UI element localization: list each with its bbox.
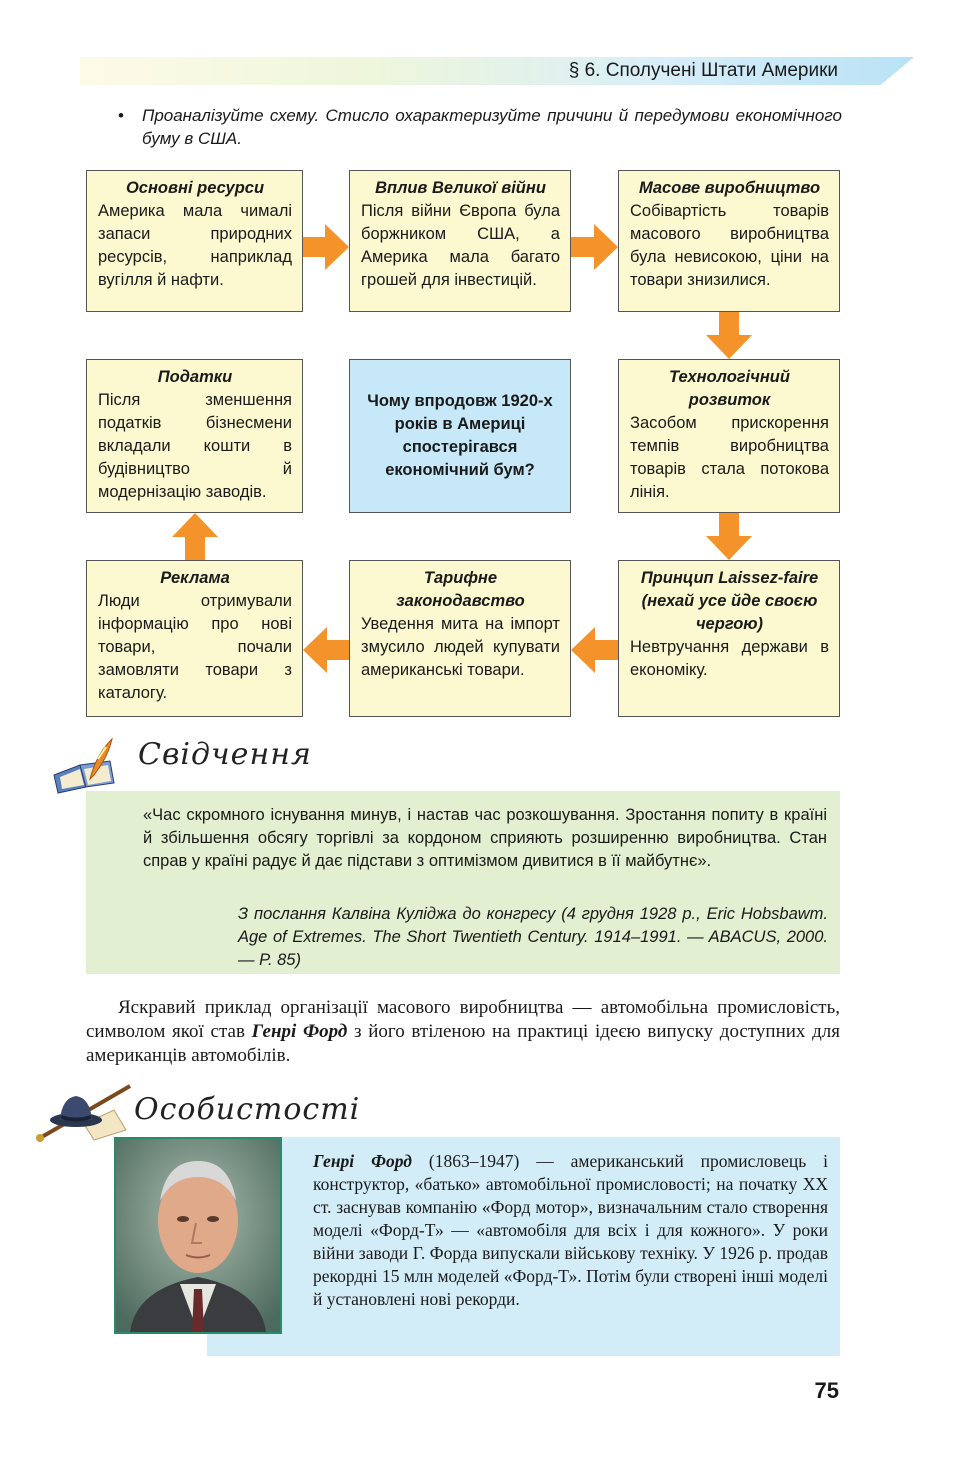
task-text: Проаналізуйте схему. Стисло охарактеризуйте причини й передумови економічного буму в США. [142, 106, 842, 148]
osobystosti-heading: Особистості [134, 1092, 361, 1127]
quote-text: «Час скромного існування минув, і настав час розкошування. Зростання попиту в країні й збільшення обсягу торгівлі за кордоном сприяють розширенню виробництва. Стан справ у країні радує й дає підстави з оптимізмом дивитися в її майбутнє». [143, 806, 827, 870]
bio-name: Генрі Форд [313, 1151, 412, 1171]
arrow-down-icon [704, 513, 754, 560]
arrow-left-icon [571, 625, 618, 675]
arrow-up-icon [170, 513, 220, 560]
box-title: Принцип Laissez-faire (нехай усе йде своєю чергою) [640, 569, 819, 633]
box-title: Реклама [160, 569, 230, 587]
bio-body: (1863–1947) — американський промисловець і конструктор, «батько» автомобільної промисловості; на початку XX ст. заснував компанію «Форд мотор», визначальним стало створення моделі «Форд-Т» — «автомобіля для всіх і для кожного». У роки війни заводи Г. Форда випускали військову техніку. У 1926 р. продав рекордні 15 млн моделей «Форд-Т». Потім були створені інші моделі й установлені нові рекорди. [313, 1151, 828, 1309]
box-body: Люди отримували інформацію про нові товари, почали замовляти товари з каталогу. [98, 592, 292, 702]
portrait-image-icon [116, 1139, 280, 1332]
bio-text [313, 1150, 828, 1311]
box-body: Після війни Європа була боржником США, а Америка мала багато грошей для інвестицій. [361, 202, 560, 289]
box-body: Засобом прискорення темпів виробництва товарів стала потокова лінія. [630, 414, 829, 501]
main-paragraph [86, 996, 840, 1068]
box-taxes [86, 359, 303, 513]
section-header: § 6. Сполучені Штати Америки [568, 60, 838, 81]
box-advertising [86, 560, 303, 717]
book-quill-icon [50, 735, 120, 795]
arrow-right-icon [303, 222, 349, 272]
box-mass-production [618, 170, 840, 312]
box-body: Уведення мита на імпорт змусило людей купувати американські товари. [361, 615, 560, 679]
paragraph-text: Яскравий приклад організації масового виробництва — автомобільна промисловість, символом якої став [86, 997, 840, 1042]
arrow-down-icon [704, 312, 754, 359]
box-body: Невтручання держави в економіку. [630, 638, 829, 679]
paragraph-text: з його втіленою на практиці ідеєю випуску доступних для американців автомобілів. [86, 1021, 841, 1066]
hat-cane-icon [34, 1080, 134, 1142]
box-title: Технологічний розвиток [669, 368, 790, 409]
arrow-left-icon [303, 625, 349, 675]
ford-name: Генрі Форд [251, 1021, 348, 1042]
box-title: Податки [157, 368, 233, 386]
svidchennya-heading: Свідчення [138, 737, 312, 772]
box-resources [86, 170, 303, 312]
box-title: Основні ресурси [125, 179, 265, 197]
quote-source: З послання Калвіна Куліджа до конгресу (4 грудня 1928 р., Eric Hobsbawm. Age of Extremes. The Short Twentieth Century. 1914–1991. — ABACUS, 2000. — P. 85) [238, 905, 828, 969]
central-question-text: Чому впродовж 1920-х років в Америці спостерігався економічний бум? [367, 392, 553, 479]
ford-portrait [114, 1137, 282, 1334]
box-war-influence [349, 170, 571, 312]
box-tariff [349, 560, 571, 717]
box-body: Собівартість товарів масового виробництва була невисокою, ціни на товари знизилися. [630, 202, 829, 289]
task-instruction [118, 104, 842, 150]
arrow-right-icon [571, 222, 618, 272]
page-number: 75 [814, 1378, 839, 1403]
box-body: Америка мала чималі запаси природних ресурсів, наприклад вугілля й нафти. [98, 202, 292, 289]
box-title: Тарифне законодавство [396, 569, 525, 610]
central-question [349, 359, 571, 513]
box-title: Масове виробництво [638, 179, 821, 197]
box-title: Вплив Великої війни [375, 179, 546, 197]
box-technology [618, 359, 840, 513]
bullet: • [118, 106, 124, 125]
box-laissez-faire [618, 560, 840, 717]
box-body: Після зменшення податків бізнесмени вкладали кошти в будівництво й модернізацію заводів. [98, 391, 292, 501]
